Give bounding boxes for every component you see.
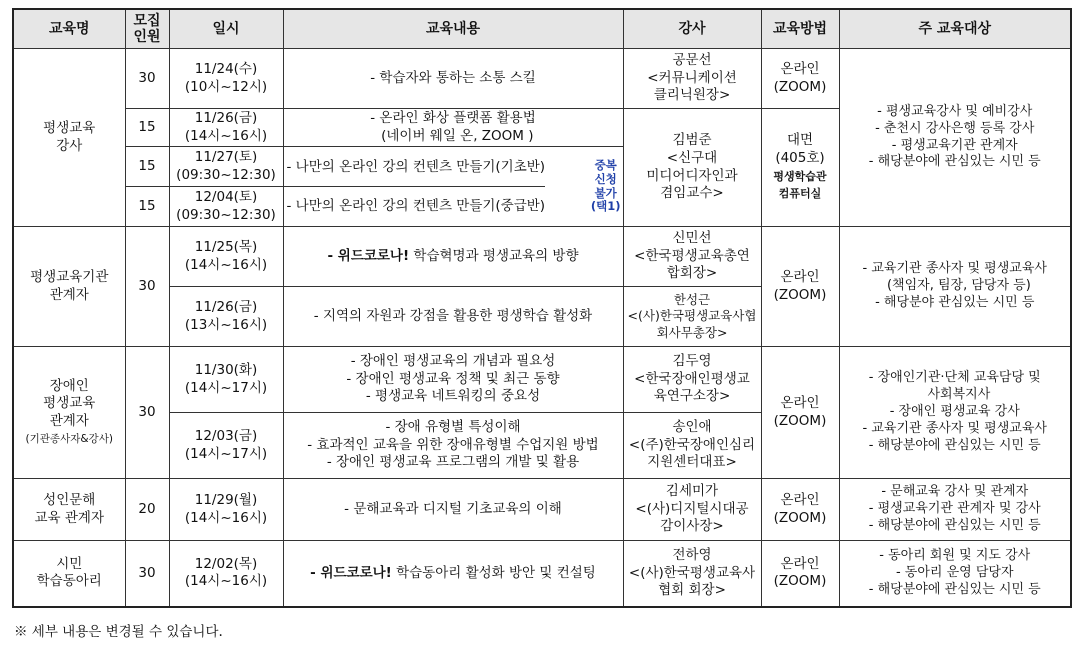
education-schedule-table xyxy=(12,8,1072,608)
header-instructor: 강사 xyxy=(623,9,761,49)
target-cell: - 동아리 회원 및 지도 강사 - 동아리 운영 담당자 - 해당분야에 관심있는 시민 등 xyxy=(839,541,1071,607)
content-cell: - 장애 유형별 특성이해 - 효과적인 교육을 위한 장애유형별 수업지원 방법 - 장애인 평생교육 프로그램의 개발 및 활용 xyxy=(283,413,623,479)
content-cell: - 나만의 온라인 강의 컨텐츠 만들기(기초반) - 나만의 온라인 강의 컨텐츠 만들기(중급반) 중복 신청 불가 (택1) xyxy=(283,147,623,227)
instructor-cell: 김두영 <한국장애인평생교 육연구소장> xyxy=(623,347,761,413)
count-cell: 15 xyxy=(125,187,169,227)
datetime-cell: 11/26(금) (13시~16시) xyxy=(169,287,283,347)
count-cell: 30 xyxy=(125,541,169,607)
content-cell: - 문해교육과 디지털 기초교육의 이해 xyxy=(283,479,623,541)
instructor-cell: 한성근 <(사)한국평생교육사협 회사무총장> xyxy=(623,287,761,347)
instructor-cell: 송인애 <(주)한국장애인심리 지원센터대표> xyxy=(623,413,761,479)
target-cell: - 장애인기관·단체 교육담당 및 사회복지사 - 장애인 평생교육 강사 - 교육기관 종사자 및 평생교육사 - 해당분야에 관심있는 시민 등 xyxy=(839,347,1071,479)
datetime-cell: 11/29(월) (14시~16시) xyxy=(169,479,283,541)
count-cell: 20 xyxy=(125,479,169,541)
target-cell: - 문해교육 강사 및 관계자 - 평생교육기관 관계자 및 강사 - 해당분야에 관심있는 시민 등 xyxy=(839,479,1071,541)
content-cell: - 위드코로나! 학습동아리 활성화 방안 및 컨설팅 xyxy=(283,541,623,607)
header-row xyxy=(13,9,1071,49)
table-row xyxy=(13,541,1071,607)
target-cell: - 교육기관 종사자 및 평생교육사 (책임자, 팀장, 담당자 등) - 해당분야 관심있는 시민 등 xyxy=(839,227,1071,347)
instructor-cell: 김세미가 <(사)디지털시대공 감이사장> xyxy=(623,479,761,541)
course-name-cell: 시민 학습동아리 xyxy=(13,541,125,607)
datetime-cell: 11/30(화) (14시~17시) xyxy=(169,347,283,413)
datetime-cell: 11/26(금) (14시~16시) xyxy=(169,109,283,147)
count-cell: 30 xyxy=(125,49,169,109)
course-name-cell: 평생교육 강사 xyxy=(13,49,125,227)
content-cell: - 장애인 평생교육의 개념과 필요성 - 장애인 평생교육 정책 및 최근 동향 - 평생교육 네트워킹의 중요성 xyxy=(283,347,623,413)
duplicate-registration-note: 중복 신청 불가 (택1) xyxy=(590,158,621,214)
method-cell: 온라인 (ZOOM) xyxy=(761,347,839,479)
table-row xyxy=(13,227,1071,287)
method-cell: 온라인 (ZOOM) xyxy=(761,479,839,541)
content-cell: - 온라인 화상 플랫폼 활용법 (네이버 웨일 온, ZOOM ) xyxy=(283,109,623,147)
header-method: 교육방법 xyxy=(761,9,839,49)
datetime-cell: 12/03(금) (14시~17시) xyxy=(169,413,283,479)
instructor-cell: 전하영 <(사)한국평생교육사 협회 회장> xyxy=(623,541,761,607)
method-cell: 온라인 (ZOOM) xyxy=(761,541,839,607)
method-cell: 온라인 (ZOOM) xyxy=(761,227,839,347)
course-name-cell: 평생교육기관 관계자 xyxy=(13,227,125,347)
footnote: ※ 세부 내용은 변경될 수 있습니다. xyxy=(14,624,223,640)
header-datetime: 일시 xyxy=(169,9,283,49)
method-cell: 온라인 (ZOOM) xyxy=(761,49,839,109)
instructor-cell: 공문선 <커뮤니케이션 클리닉원장> xyxy=(623,49,761,109)
header-target: 주 교육대상 xyxy=(839,9,1071,49)
count-cell: 30 xyxy=(125,347,169,479)
header-course-name: 교육명 xyxy=(13,9,125,49)
count-cell: 30 xyxy=(125,227,169,347)
header-recruit-count: 모집 인원 xyxy=(125,9,169,49)
content-cell: - 학습자와 통하는 소통 스킬 xyxy=(283,49,623,109)
count-cell: 15 xyxy=(125,109,169,147)
datetime-cell: 12/04(토) (09:30~12:30) xyxy=(169,187,283,227)
datetime-cell: 12/02(목) (14시~16시) xyxy=(169,541,283,607)
course-name-cell: 성인문해 교육 관계자 xyxy=(13,479,125,541)
table-row xyxy=(13,479,1071,541)
content-cell: - 지역의 자원과 강점을 활용한 평생학습 활성화 xyxy=(283,287,623,347)
count-cell: 15 xyxy=(125,147,169,187)
instructor-cell: 신민선 <한국평생교육총연 합회장> xyxy=(623,227,761,287)
table-row xyxy=(13,49,1071,109)
datetime-cell: 11/24(수) (10시~12시) xyxy=(169,49,283,109)
header-content: 교육내용 xyxy=(283,9,623,49)
instructor-cell: 김범준 <신구대 미디어디자인과 겸임교수> xyxy=(623,109,761,227)
content-cell: - 위드코로나! 학습혁명과 평생교육의 방향 xyxy=(283,227,623,287)
target-cell: - 평생교육강사 및 예비강사 - 춘천시 강사은행 등록 강사 - 평생교육기관 관계자 - 해당분야에 관심있는 시민 등 xyxy=(839,49,1071,227)
method-cell: 대면 (405호) 평생학습관 컴퓨터실 xyxy=(761,109,839,227)
datetime-cell: 11/25(목) (14시~16시) xyxy=(169,227,283,287)
table-row xyxy=(13,347,1071,413)
datetime-cell: 11/27(토) (09:30~12:30) xyxy=(169,147,283,187)
course-name-cell: 장애인 평생교육 관계자 (기관종사자&강사) xyxy=(13,347,125,479)
